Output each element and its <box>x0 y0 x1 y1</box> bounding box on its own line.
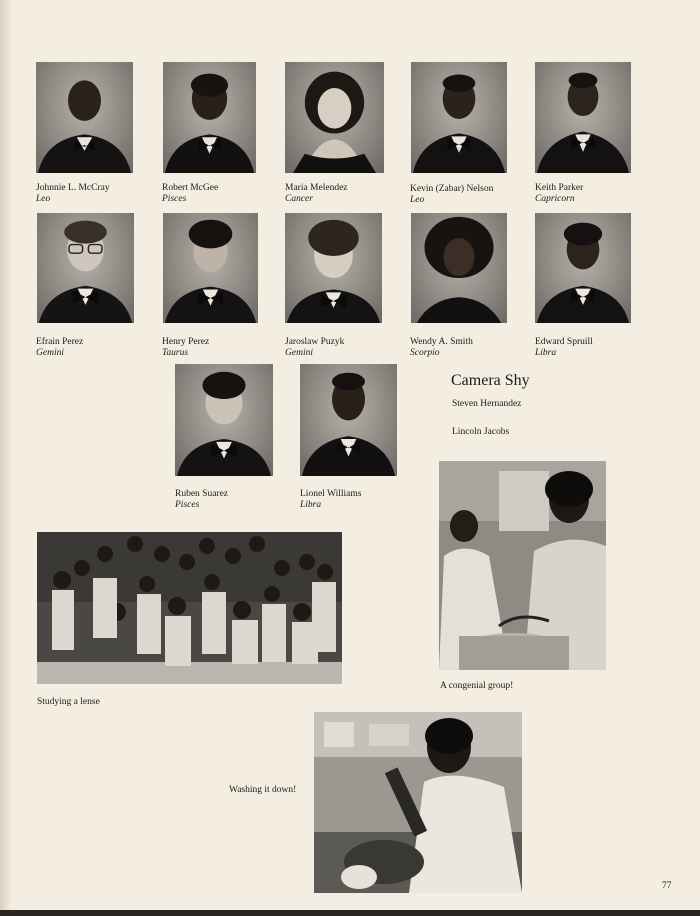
student-name: Efrain Perez <box>36 337 84 347</box>
portrait-ruben-suarez <box>175 364 273 476</box>
portrait-kevin-nelson <box>411 62 507 173</box>
page-number: 77 <box>662 881 672 891</box>
portrait-maria-melendez <box>285 62 384 173</box>
caption-henry-perez <box>162 337 209 359</box>
lab-photo <box>439 461 606 670</box>
student-sign: Scorpio <box>410 348 440 358</box>
microscope-photo <box>314 712 522 893</box>
student-sign: Capricorn <box>535 194 575 204</box>
caption-ruben-suarez <box>175 489 228 511</box>
camera-shy-name: Lincoln Jacobs <box>452 427 510 437</box>
student-name: Wendy A. Smith <box>410 337 473 347</box>
caption-johnnie-mccray <box>36 183 110 205</box>
microscope-photo-caption: Washing it down! <box>229 785 297 795</box>
caption-edward-spruill <box>535 337 593 359</box>
page-gutter-shade <box>0 0 12 916</box>
student-sign: Pisces <box>175 500 200 510</box>
student-name: Johnnie L. McCray <box>36 183 110 193</box>
portrait-jaroslaw-puzyk <box>285 213 382 323</box>
student-sign: Leo <box>410 195 425 205</box>
student-sign: Gemini <box>285 348 313 358</box>
caption-maria-melendez <box>285 183 348 205</box>
student-name: Ruben Suarez <box>175 489 229 499</box>
student-name: Henry Perez <box>162 337 210 347</box>
student-sign: Cancer <box>285 194 313 204</box>
caption-keith-parker <box>535 183 583 205</box>
caption-robert-mcgee <box>162 183 218 205</box>
camera-shy-heading: Camera Shy <box>451 372 530 389</box>
student-name: Edward Spruill <box>535 337 593 347</box>
student-sign: Pisces <box>162 194 187 204</box>
portrait-henry-perez <box>163 213 258 323</box>
student-sign: Gemini <box>36 348 64 358</box>
caption-kevin-nelson <box>410 184 493 206</box>
portrait-robert-mcgee <box>163 62 256 173</box>
portrait-edward-spruill <box>535 213 631 323</box>
portrait-keith-parker <box>535 62 631 173</box>
student-name: Keith Parker <box>535 183 584 193</box>
group-photo-caption: Studying a lense <box>37 697 100 707</box>
student-sign: Libra <box>535 348 557 358</box>
portrait-wendy-smith <box>411 213 507 323</box>
student-name: Kevin (Zabar) Nelson <box>410 184 494 194</box>
student-sign: Libra <box>300 500 322 510</box>
student-name: Lionel Williams <box>300 489 362 499</box>
student-name: Robert McGee <box>162 183 219 193</box>
student-name: Maria Melendez <box>285 183 348 193</box>
portrait-johnnie-mccray <box>36 62 133 173</box>
caption-efrain-perez <box>36 337 83 359</box>
caption-jaroslaw-puzyk <box>285 337 344 359</box>
camera-shy-name: Steven Hernandez <box>452 399 522 409</box>
portrait-lionel-williams <box>300 364 397 476</box>
student-sign: Taurus <box>162 348 189 358</box>
student-name: Jaroslaw Puzyk <box>285 337 345 347</box>
group-photo <box>37 532 342 684</box>
student-sign: Leo <box>36 194 51 204</box>
caption-wendy-smith <box>410 337 473 359</box>
caption-lionel-williams <box>300 489 361 511</box>
lab-photo-caption: A congenial group! <box>440 681 514 691</box>
portrait-efrain-perez <box>37 213 134 323</box>
page-bottom-edge <box>0 910 700 916</box>
